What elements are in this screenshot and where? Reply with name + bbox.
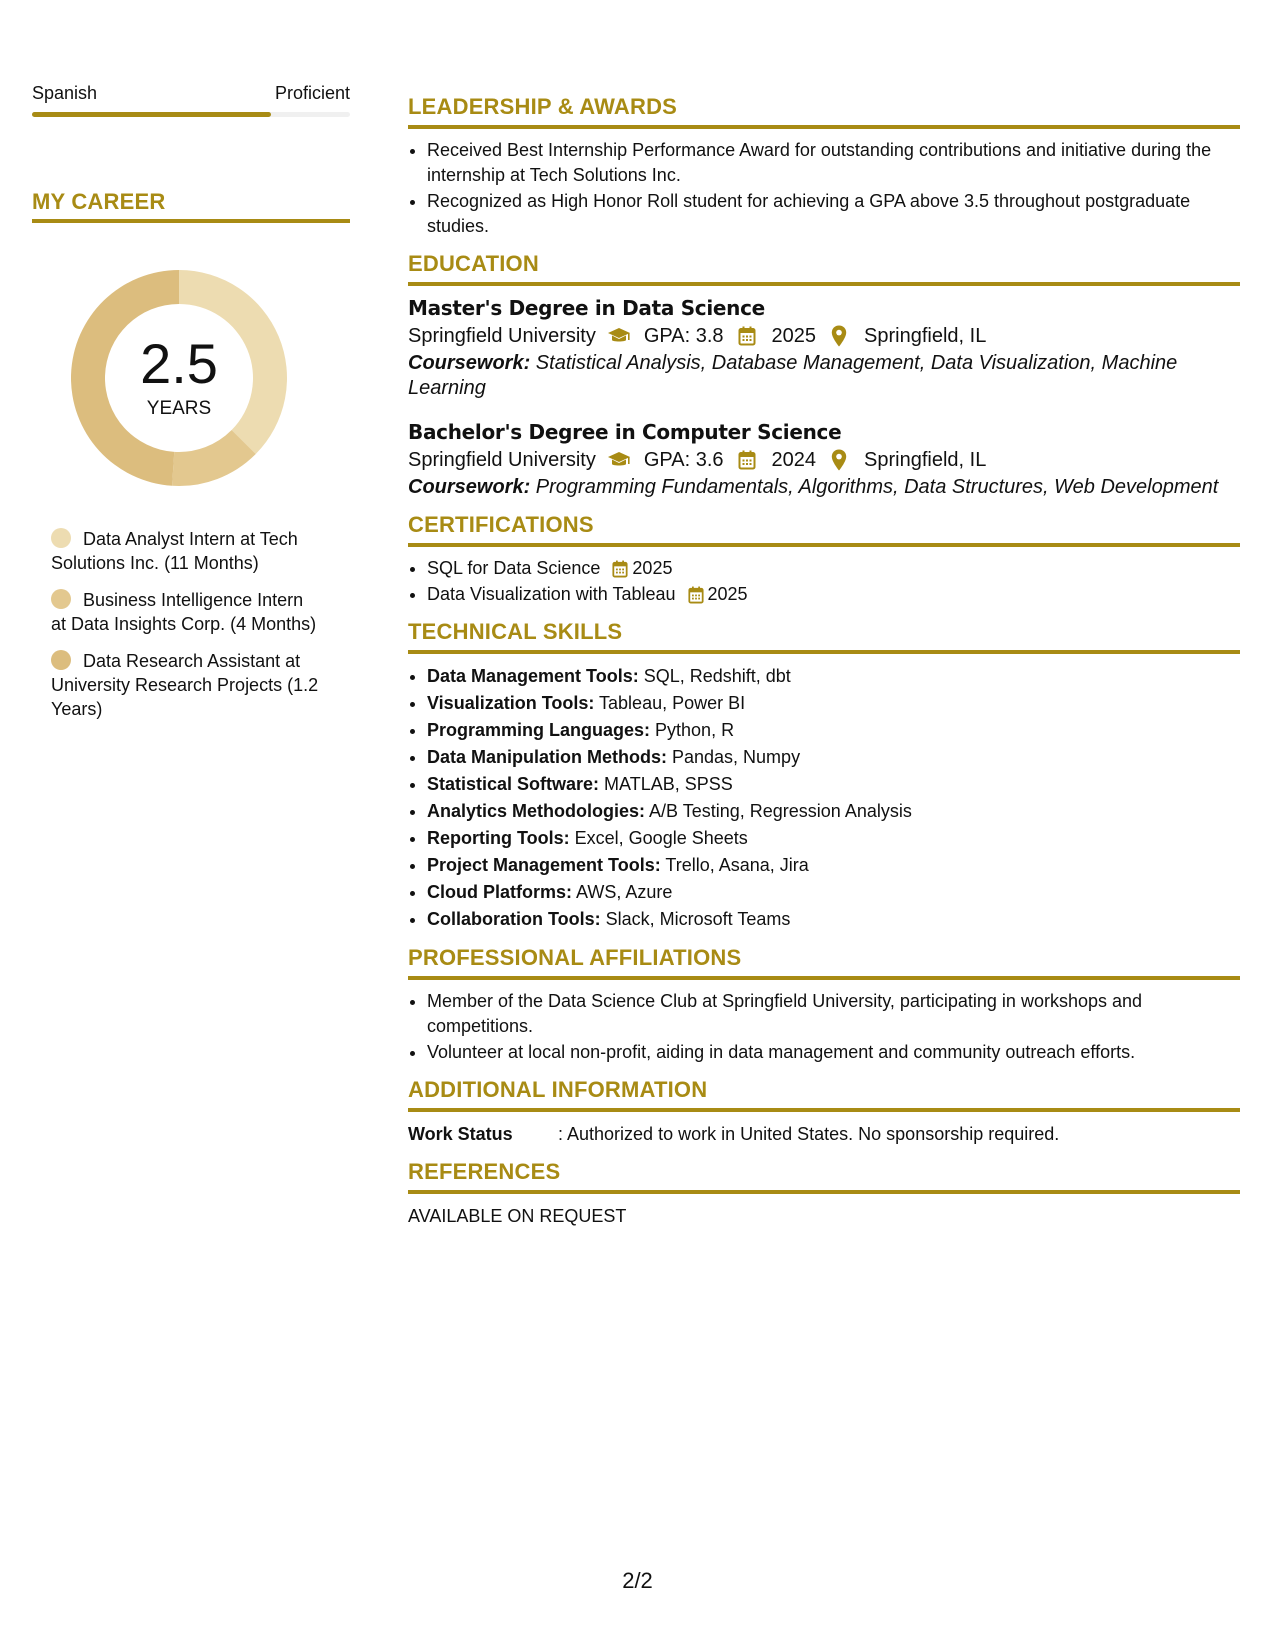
gpa-value: GPA: 3.8 bbox=[643, 325, 724, 347]
career-legend-item bbox=[51, 527, 322, 575]
skill-value: Pandas, Numpy bbox=[667, 747, 801, 767]
certification-name: • SQL for Data Science bbox=[427, 558, 601, 578]
coursework bbox=[408, 475, 1240, 500]
skill-label: Cloud Platforms: bbox=[427, 882, 573, 902]
skills-list bbox=[408, 663, 1240, 933]
calendar-icon bbox=[734, 323, 760, 349]
career-legend bbox=[32, 527, 322, 721]
skill-label: Analytics Methodologies: bbox=[427, 801, 646, 821]
skill-value: SQL, Redshift, dbt bbox=[638, 666, 791, 686]
calendar-icon bbox=[686, 585, 706, 605]
school-location: Springfield, IL bbox=[864, 325, 987, 347]
career-total-unit: YEARS bbox=[146, 398, 212, 419]
skill-label: Collaboration Tools: bbox=[427, 909, 601, 929]
skill-item bbox=[427, 717, 1240, 744]
work-status-label: Work Status bbox=[408, 1124, 513, 1144]
skill-label: Data Manipulation Methods: bbox=[427, 747, 667, 767]
coursework-list: Programming Fundamentals, Algorithms, Data Structures, Web Development bbox=[530, 476, 1219, 498]
section-rule bbox=[408, 125, 1240, 129]
leadership-list bbox=[408, 138, 1240, 239]
legend-dot bbox=[51, 650, 71, 670]
section-rule bbox=[408, 1190, 1240, 1194]
skill-item bbox=[427, 906, 1240, 933]
career-legend-item bbox=[51, 588, 322, 636]
certification-name: • Data Visualization with Tableau bbox=[427, 584, 676, 604]
education-entry bbox=[408, 419, 1240, 500]
skill-value: Trello, Asana, Jira bbox=[660, 855, 809, 875]
skill-label: Data Management Tools: bbox=[427, 666, 639, 686]
language-level-fill bbox=[32, 112, 271, 117]
education-entry bbox=[408, 295, 1240, 401]
section-rule bbox=[408, 976, 1240, 980]
skill-item bbox=[427, 663, 1240, 690]
map-pin-icon bbox=[826, 323, 852, 349]
main-content bbox=[408, 94, 1240, 1241]
career-heading: MY CAREER bbox=[32, 189, 166, 214]
list-item: • Recognized as High Honor Roll student for achieving a GPA above 3.5 throughout postgraduate studies. bbox=[427, 189, 1240, 239]
references-text: AVAILABLE ON REQUEST bbox=[408, 1206, 627, 1226]
language-level: Proficient bbox=[274, 83, 350, 103]
list-item bbox=[427, 582, 1240, 607]
legend-dot bbox=[51, 528, 71, 548]
degree-title: Bachelor's Degree in Computer Science bbox=[408, 420, 842, 444]
page-number: 2/2 bbox=[622, 1568, 653, 1593]
education-meta bbox=[408, 321, 1240, 351]
graduation-cap-icon bbox=[606, 323, 632, 349]
calendar-icon bbox=[734, 447, 760, 473]
list-item: • Received Best Internship Performance Award for outstanding contributions and initiative during the internship at Tech Solutions Inc. bbox=[427, 138, 1240, 188]
education-meta bbox=[408, 445, 1240, 475]
skill-item bbox=[427, 825, 1240, 852]
language-level-bar bbox=[32, 112, 350, 117]
technical-skills-section bbox=[408, 619, 1240, 933]
section-title: TECHNICAL SKILLS bbox=[408, 619, 623, 644]
career-heading-rule bbox=[32, 219, 350, 223]
section-title: EDUCATION bbox=[408, 251, 539, 276]
references-section bbox=[408, 1159, 1240, 1229]
leadership-section bbox=[408, 94, 1240, 239]
skill-value: Excel, Google Sheets bbox=[569, 828, 748, 848]
degree-title: Master's Degree in Data Science bbox=[408, 296, 765, 320]
skill-value: Tableau, Power BI bbox=[594, 693, 746, 713]
skill-label: Reporting Tools: bbox=[427, 828, 570, 848]
skill-item bbox=[427, 771, 1240, 798]
certification-year: 2025 bbox=[707, 584, 748, 604]
skill-item bbox=[427, 852, 1240, 879]
affiliations-section bbox=[408, 945, 1240, 1065]
graduation-cap-icon bbox=[606, 447, 632, 473]
section-title: PROFESSIONAL AFFILIATIONS bbox=[408, 945, 742, 970]
section-title: CERTIFICATIONS bbox=[408, 512, 594, 537]
school-name: Springfield University bbox=[408, 325, 596, 347]
skill-label: Visualization Tools: bbox=[427, 693, 595, 713]
list-item: • Volunteer at local non-profit, aiding in data management and community outreach efforts. bbox=[427, 1040, 1240, 1065]
language-row bbox=[32, 80, 350, 106]
section-rule bbox=[408, 1108, 1240, 1112]
skill-value: Slack, Microsoft Teams bbox=[600, 909, 791, 929]
skill-label: Project Management Tools: bbox=[427, 855, 661, 875]
skill-item bbox=[427, 744, 1240, 771]
section-rule bbox=[408, 282, 1240, 286]
certifications-section bbox=[408, 512, 1240, 607]
list-item bbox=[427, 556, 1240, 581]
skill-item bbox=[427, 798, 1240, 825]
skill-label: Programming Languages: bbox=[427, 720, 651, 740]
education-section bbox=[408, 251, 1240, 500]
career-total-value: 2.5 bbox=[140, 332, 218, 395]
graduation-year: 2024 bbox=[771, 449, 817, 471]
calendar-icon bbox=[610, 559, 630, 579]
additional-info-section bbox=[408, 1077, 1240, 1147]
section-title: ADDITIONAL INFORMATION bbox=[408, 1077, 708, 1102]
coursework-label: Coursework: bbox=[408, 352, 531, 374]
skill-value: AWS, Azure bbox=[572, 882, 673, 902]
coursework-label: Coursework: bbox=[408, 476, 531, 498]
skill-item bbox=[427, 690, 1240, 717]
work-status-value: : Authorized to work in United States. No sponsorship required. bbox=[558, 1124, 1060, 1144]
coursework bbox=[408, 351, 1240, 401]
gpa-value: GPA: 3.6 bbox=[643, 449, 724, 471]
career-legend-label: Business Intelligence Intern at Data Insights Corp. (4 Months) bbox=[51, 590, 317, 634]
career-legend-label: Data Research Assistant at University Research Projects (1.2 Years) bbox=[51, 651, 319, 719]
skill-item bbox=[427, 879, 1240, 906]
legend-dot bbox=[51, 589, 71, 609]
career-legend-item bbox=[51, 649, 322, 721]
section-title: LEADERSHIP & AWARDS bbox=[408, 94, 678, 119]
career-donut-center bbox=[66, 265, 292, 491]
section-rule bbox=[408, 543, 1240, 547]
school-location: Springfield, IL bbox=[864, 449, 987, 471]
skill-value: A/B Testing, Regression Analysis bbox=[645, 801, 912, 821]
affiliations-list bbox=[408, 989, 1240, 1065]
career-donut-chart bbox=[66, 265, 292, 491]
certification-year: 2025 bbox=[632, 558, 673, 578]
graduation-year: 2025 bbox=[771, 325, 817, 347]
certifications-list bbox=[408, 556, 1240, 607]
career-legend-label: Data Analyst Intern at Tech Solutions Inc. (11 Months) bbox=[51, 529, 298, 573]
section-rule bbox=[408, 650, 1240, 654]
work-status-row bbox=[408, 1121, 1240, 1147]
sidebar bbox=[32, 80, 350, 734]
list-item: • Member of the Data Science Club at Springfield University, participating in workshops and competitions. bbox=[427, 989, 1240, 1039]
skill-label: Statistical Software: bbox=[427, 774, 600, 794]
language-name: Spanish bbox=[32, 83, 98, 103]
school-name: Springfield University bbox=[408, 449, 596, 471]
skill-value: MATLAB, SPSS bbox=[599, 774, 733, 794]
skill-value: Python, R bbox=[650, 720, 735, 740]
section-title: REFERENCES bbox=[408, 1159, 561, 1184]
coursework-list: Statistical Analysis, Database Management, Data Visualization, Machine Learning bbox=[408, 352, 1178, 399]
map-pin-icon bbox=[826, 447, 852, 473]
